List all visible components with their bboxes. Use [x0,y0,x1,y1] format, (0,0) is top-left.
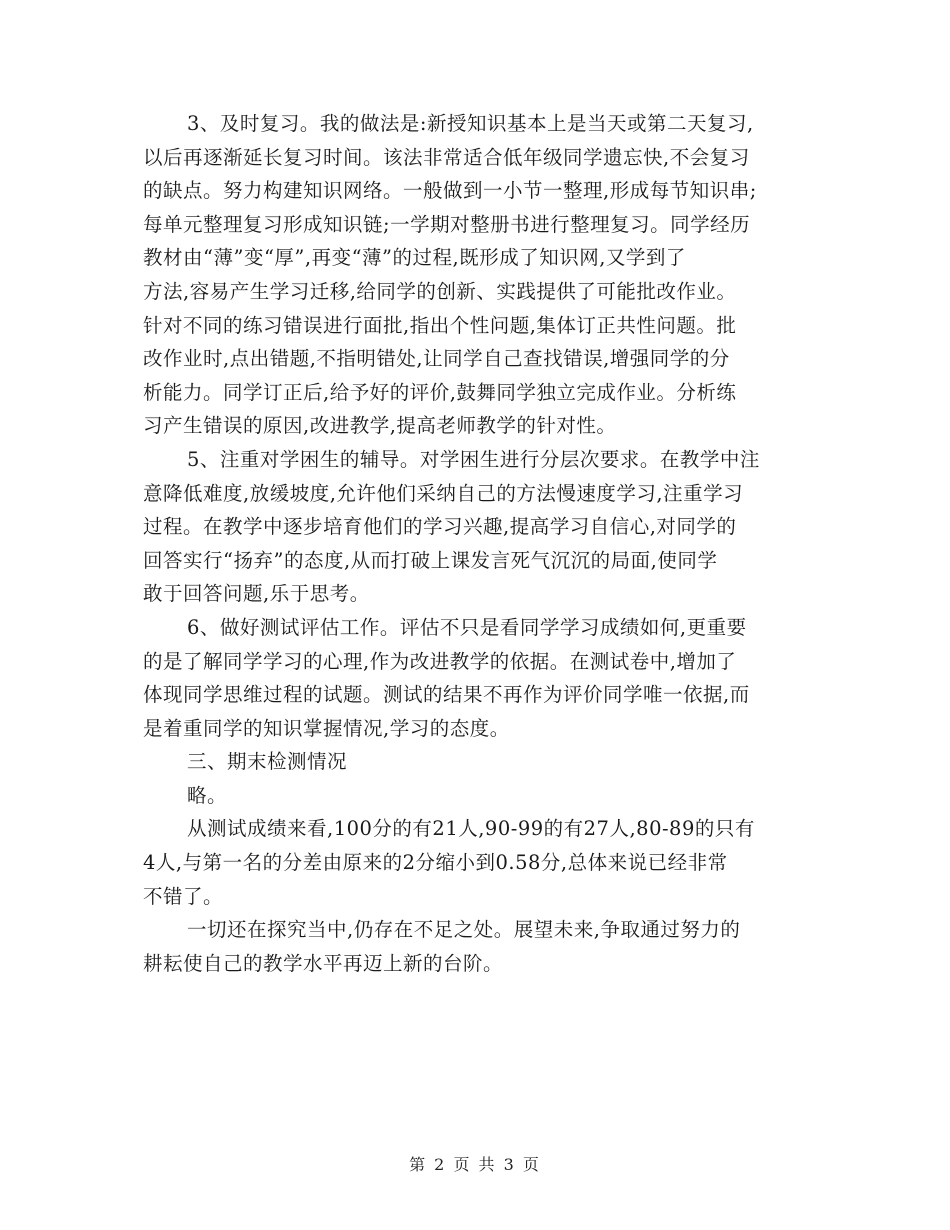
text-line: 意降低难度,放缓坡度,允许他们采纳自己的方法慢速度学习,注重学习 [143,481,744,505]
text-line: 敢于回答问题,乐于思考。 [143,582,370,606]
text-line: 改作业时,点出错题,不指明错处,让同学自己查找错误,增强同学的分 [143,347,730,371]
page-number-footer: 第 2 页 共 3 页 [409,1155,541,1174]
text-line: 过程。在教学中逐步培育他们的学习兴趣,提高学习自信心,对同学的 [143,515,737,539]
text-line: 回答实行“扬弃”的态度,从而打破上课发言死气沉沉的局面,使同学 [143,548,718,572]
text-line: 一切还在探究当中,仍存在不足之处。展望未来,争取通过努力的 [187,918,741,942]
section-heading: 三、期末检测情况 [187,750,348,774]
text-line: 的是了解同学学习的心理,作为改进教学的依据。在测试卷中,增加了 [143,649,737,673]
text-line: 是着重同学的知识掌握情况,学习的态度。 [143,716,510,740]
text-line: 不错了。 [143,884,224,908]
text-line: 体现同学思维过程的试题。测试的结果不再作为评价同学唯一依据,而 [143,683,750,707]
text-line: 教材由“薄”变“厚”,再变“薄”的过程,既形成了知识网,又学到了 [143,246,686,270]
document-body [143,107,808,980]
text-line: 的缺点。努力构建知识网络。一般做到一小节一整理,形成每节知识串; [143,179,757,203]
text-line: 耕耘使自己的教学水平再迈上新的台阶。 [143,951,504,975]
text-line: 针对不同的练习错误进行面批,指出个性问题,集体订正共性问题。批 [143,313,737,337]
text-line: 从测试成绩来看,100分的有21人,90-99的有27人,80-89的只有 [187,817,755,841]
text-line: 3、及时复习。我的做法是:新授知识基本上是当天或第二天复习, [187,112,754,135]
text-line: 5、注重对学困生的辅导。对学困生进行分层次要求。在教学中注 [187,447,760,471]
text-line: 略。 [187,783,228,807]
text-line: 习产生错误的原因,改进教学,提高老师教学的针对性。 [143,414,617,438]
text-line: 每单元整理复习形成知识链;一学期对整册书进行整理复习。同学经历 [143,212,751,236]
text-line: 析能力。同学订正后,给予好的评价,鼓舞同学独立完成作业。分析练 [143,380,737,404]
text-line: 方法,容易产生学习迁移,给同学的创新、实践提供了可能批改作业。 [143,279,737,303]
text-line: 4人,与第一名的分差由原来的2分缩小到0.58分,总体来说已经非常 [143,851,728,875]
text-line: 6、做好测试评估工作。评估不只是看同学学习成绩如何,更重要 [187,615,747,639]
text-line: 以后再逐渐延长复习时间。该法非常适合低年级同学遗忘快,不会复习 [143,145,750,169]
